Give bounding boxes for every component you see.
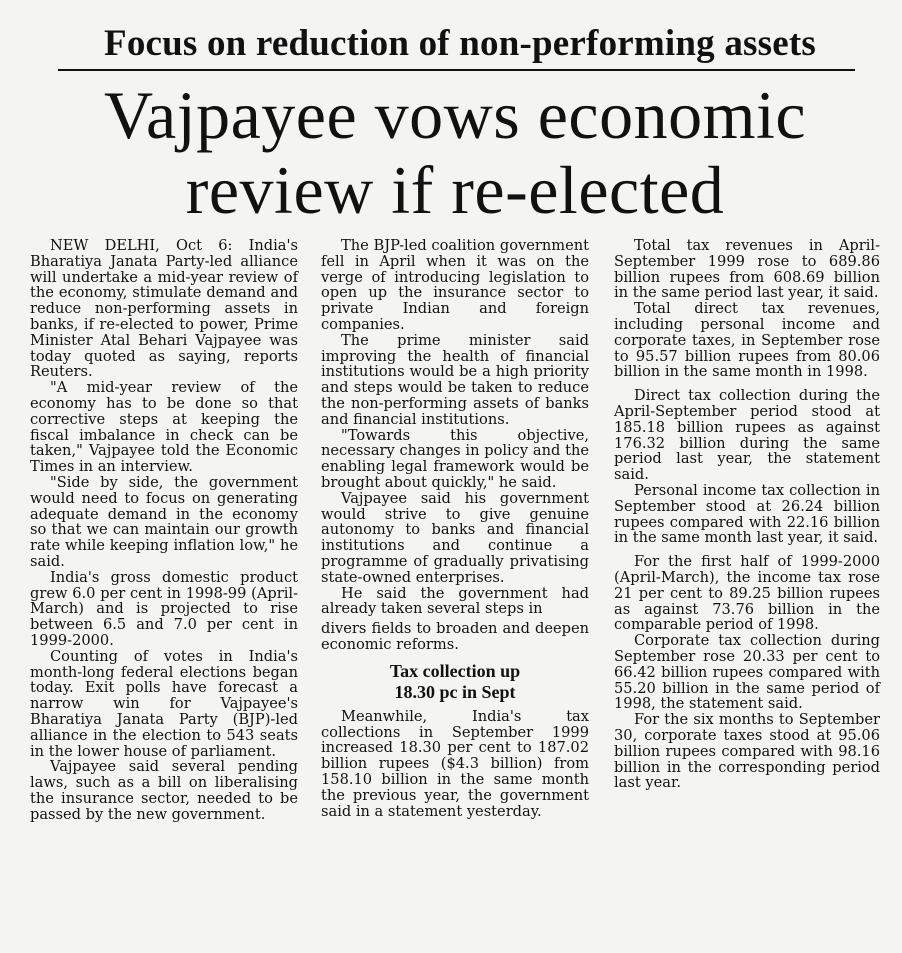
- column-3: [614, 238, 880, 791]
- paragraph: NEW DELHI, Oct 6: India's Bharatiya Janata Party-led alliance will undertake a mid-year review of the economy, stimulate demand and reduce non-performing assets in banks, if re-elected to power, Prime Minister Atal Behari Vajpayee was today quoted as saying, reports Reuters.: [30, 237, 298, 381]
- paragraph: Counting of votes in India's month-long federal elections began today. Exit polls have forecast a narrow win for Vajpayee's Bharatiya Janata Party (BJP)-led alliance in the election to 543 seats in the lower house of parliament.: [30, 647, 298, 760]
- paragraph: Total tax revenues in April-September 1999 rose to 689.86 billion rupees from 608.69 billion in the same period last year, it said.: [614, 237, 880, 302]
- subheading-line-2: 18.30 pc in Sept: [394, 681, 516, 702]
- paragraph: "A mid-year review of the economy has to be done so that corrective steps at keeping the fiscal imbalance in check can be taken," Vajpayee told the Economic Times in an interview.: [30, 379, 298, 476]
- headline-line-1: Vajpayee vows economic: [103, 77, 807, 153]
- paragraph: He said the government had already taken several steps in: [321, 584, 589, 618]
- paragraph-continued: divers fields to broaden and deepen economic reforms.: [321, 620, 589, 653]
- kicker-rule: [58, 69, 855, 71]
- headline-line-2: review if re-elected: [185, 152, 725, 228]
- kicker-headline: Focus on reduction of non-performing assets: [104, 23, 816, 64]
- paragraph: Meanwhile, India's tax collections in September 1999 increased 18.30 per cent to 187.02 billion rupees ($4.3 billion) from 158.10 billion in the same month the previous year, the government said in a statement yesterday.: [321, 707, 589, 820]
- paragraph: Vajpayee said several pending laws, such as a bill on liberalising the insurance sector, needed to be passed by the new government.: [30, 758, 298, 823]
- paragraph: Vajpayee said his government would strive to give genuine autonomy to banks and financial institutions and continue a programme of gradually privatising state-owned enterprises.: [321, 489, 589, 586]
- paragraph: Personal income tax collection in September stood at 26.24 billion rupees compared with 22.16 billion in the same month last year, it said.: [614, 481, 880, 547]
- paragraph: For the first half of 1999-2000 (April-March), the income tax rose 21 per cent to 89.25 billion rupees as against 73.76 billion in the comparable period of 1998.: [614, 553, 880, 634]
- subheading: [321, 661, 589, 703]
- paragraph: For the six months to September 30, corporate taxes stood at 95.06 billion rupees compared with 98.16 billion in the corresponding period last year.: [614, 711, 880, 792]
- paragraph: Total direct tax revenues, including personal income and corporate taxes, in September rose to 95.57 billion rupees from 80.06 billion in the same month in 1998.: [614, 300, 880, 381]
- paragraph: Direct tax collection during the April-September period stood at 185.18 billion rupees as against 176.32 billion during the same period last year, the statement said.: [614, 387, 880, 484]
- paragraph: The prime minister said improving the health of financial institutions would be a high priority and steps would be taken to reduce the non-performing assets of banks and financial institutions.: [321, 331, 589, 428]
- column-2: [321, 238, 589, 819]
- paragraph: Corporate tax collection during September rose 20.33 per cent to 66.42 billion rupees compared with 55.20 billion in the same period of 1998, the statement said.: [614, 632, 880, 713]
- paragraph: India's gross domestic product grew 6.0 per cent in 1998-99 (April-March) and is projected to rise between 6.5 and 7.0 per cent in 1999-2000.: [30, 568, 298, 649]
- subheading-line-1: Tax collection up: [389, 660, 521, 681]
- paragraph: "Side by side, the government would need to focus on generating adequate demand in the economy so that we can maintain our growth rate while keeping inflation low," he said.: [30, 473, 298, 570]
- paragraph: "Towards this objective, necessary changes in policy and the enabling legal framework would be brought about quickly," he said.: [321, 426, 589, 491]
- column-1: [30, 238, 298, 822]
- main-headline: [30, 78, 880, 228]
- paragraph: The BJP-led coalition government fell in April when it was on the verge of introducing legislation to open up the insurance sector to private Indian and foreign companies.: [321, 237, 589, 333]
